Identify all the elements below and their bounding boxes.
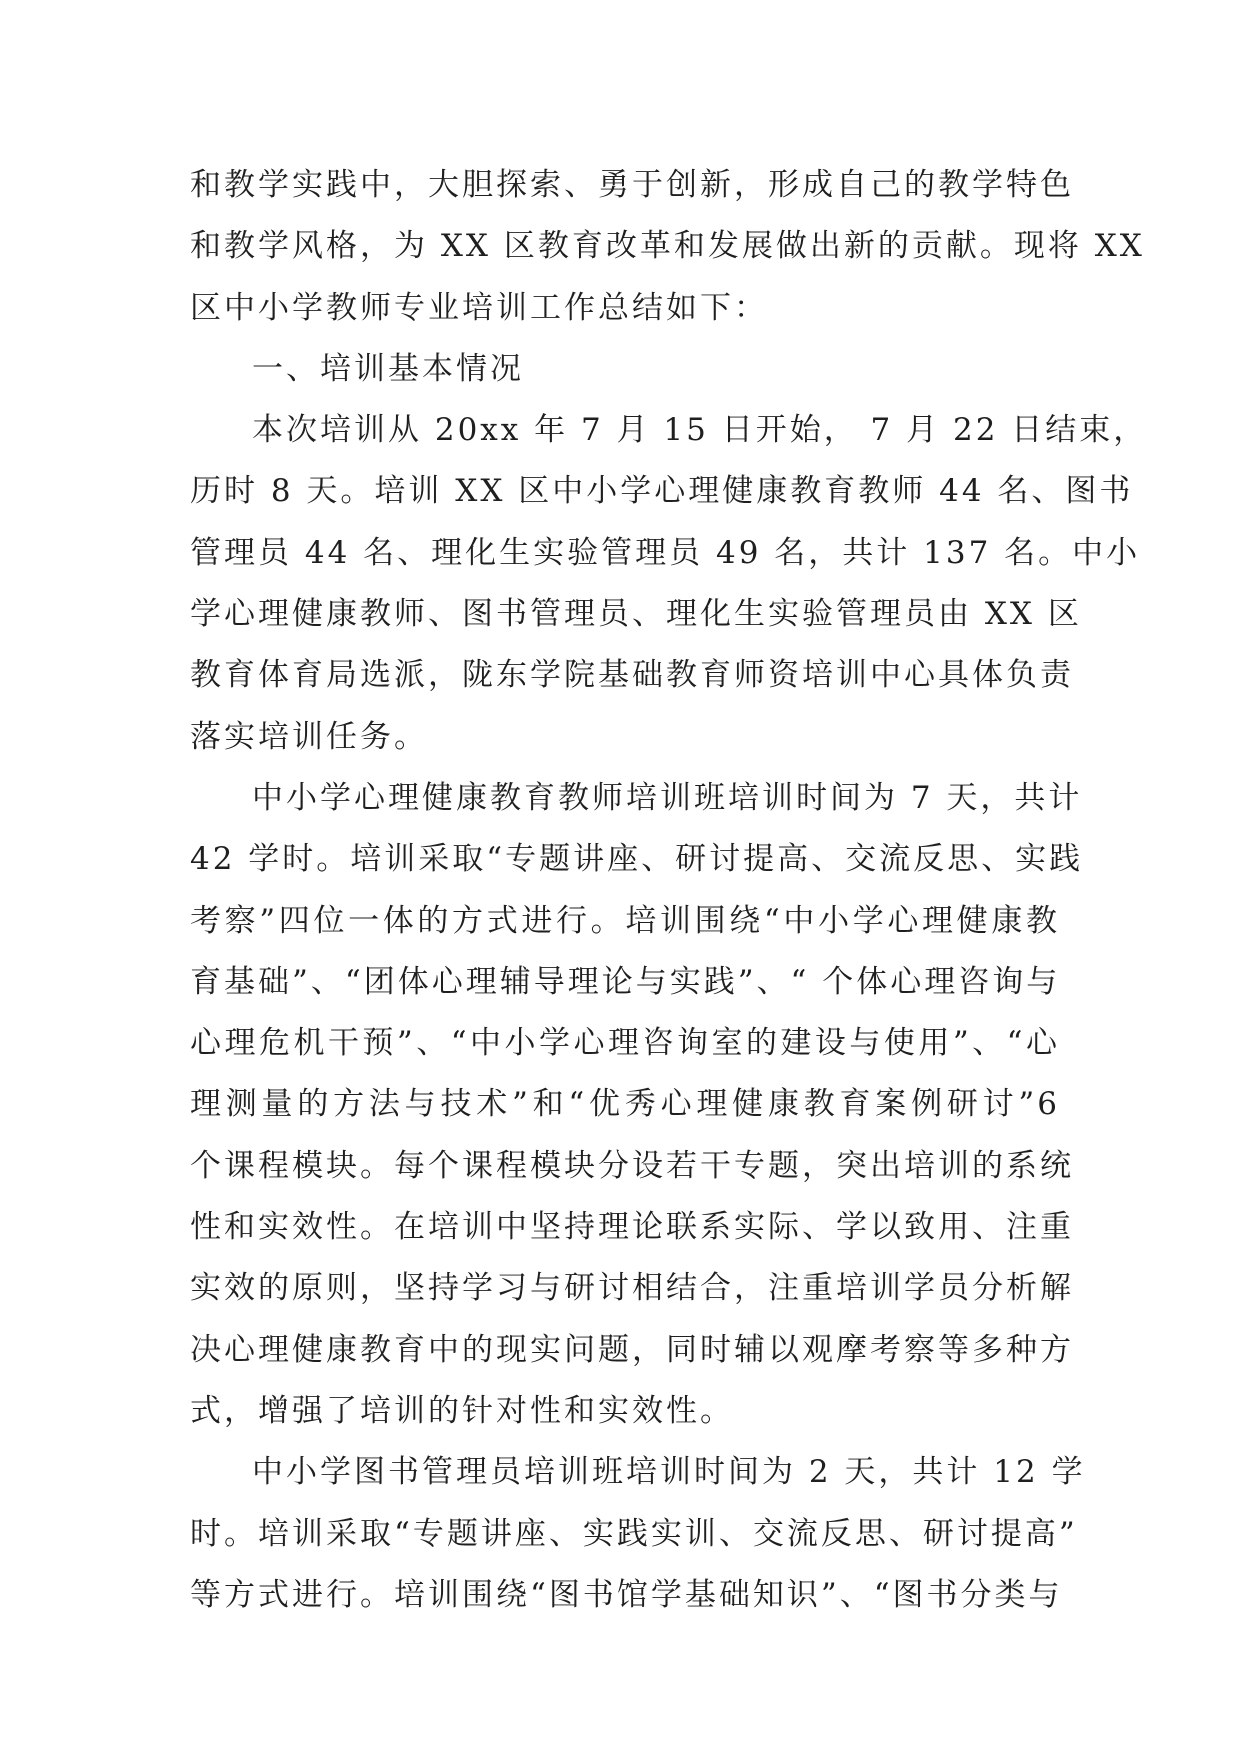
text-line: 个课程模块。每个课程模块分设若干专题，突出培训的系统 bbox=[190, 1147, 1074, 1184]
text-line: 学心理健康教师、图书管理员、理化生实验管理员由 XX 区 bbox=[190, 596, 1082, 633]
text-line: 中小学心理健康教育教师培训班培训时间为 7 天，共计 bbox=[252, 779, 1083, 816]
text-line: 时。培训采取“专题讲座、实践实训、交流反思、研讨提高” bbox=[190, 1515, 1078, 1552]
text-line: 区中小学教师专业培训工作总结如下： bbox=[190, 289, 768, 326]
text-line: 教育体育局选派，陇东学院基础教育师资培训中心具体负责 bbox=[190, 657, 1074, 694]
text-line: 决心理健康教育中的现实问题，同时辅以观摩考察等多种方 bbox=[190, 1331, 1074, 1368]
text-line: 管理员 44 名、理化生实验管理员 49 名，共计 137 名。中小 bbox=[190, 534, 1141, 571]
text-line: 考察”四位一体的方式进行。培训围绕“中小学心理健康教 bbox=[190, 902, 1060, 939]
text-line: 心理危机干预”、“中小学心理咨询室的建设与使用”、“心 bbox=[190, 1025, 1060, 1062]
paragraph-librarian-training bbox=[190, 1442, 1086, 1626]
text-line: 落实培训任务。 bbox=[190, 718, 428, 755]
text-line: 中小学图书管理员培训班培训时间为 2 天，共计 12 学 bbox=[252, 1454, 1086, 1491]
document-body bbox=[190, 155, 1148, 1626]
section-heading-text: 一、培训基本情况 bbox=[252, 350, 524, 387]
text-line: 实效的原则，坚持学习与研讨相结合，注重培训学员分析解 bbox=[190, 1270, 1074, 1307]
text-line: 本次培训从 20xx 年 7 月 15 日开始， 7 月 22 日结束， bbox=[252, 412, 1148, 449]
text-line: 等方式进行。培训围绕“图书馆学基础知识”、“图书分类与 bbox=[190, 1576, 1063, 1613]
text-line: 式，增强了培训的针对性和实效性。 bbox=[190, 1392, 734, 1429]
text-line: 和教学实践中，大胆探索、勇于创新，形成自己的教学特色 bbox=[190, 167, 1074, 203]
text-line: 和教学风格，为 XX 区教育改革和发展做出新的贡献。现将 XX bbox=[190, 228, 1145, 265]
text-line: 理测量的方法与技术”和“优秀心理健康教育案例研讨”6 bbox=[190, 1086, 1060, 1123]
section-heading bbox=[190, 339, 1060, 400]
paragraph-intro-continuation bbox=[190, 155, 1145, 339]
text-line: 42 学时。培训采取“专题讲座、研讨提高、交流反思、实践 bbox=[190, 841, 1084, 878]
text-line: 育基础”、“团体心理辅导理论与实践”、“ 个体心理咨询与 bbox=[190, 963, 1061, 1000]
text-line: 历时 8 天。培训 XX 区中小学心理健康教育教师 44 名、图书 bbox=[190, 473, 1134, 510]
paragraph-psych-teacher-training bbox=[190, 768, 1084, 1442]
text-line: 性和实效性。在培训中坚持理论联系实际、学以致用、注重 bbox=[190, 1209, 1074, 1246]
paragraph-training-overview bbox=[190, 400, 1148, 768]
